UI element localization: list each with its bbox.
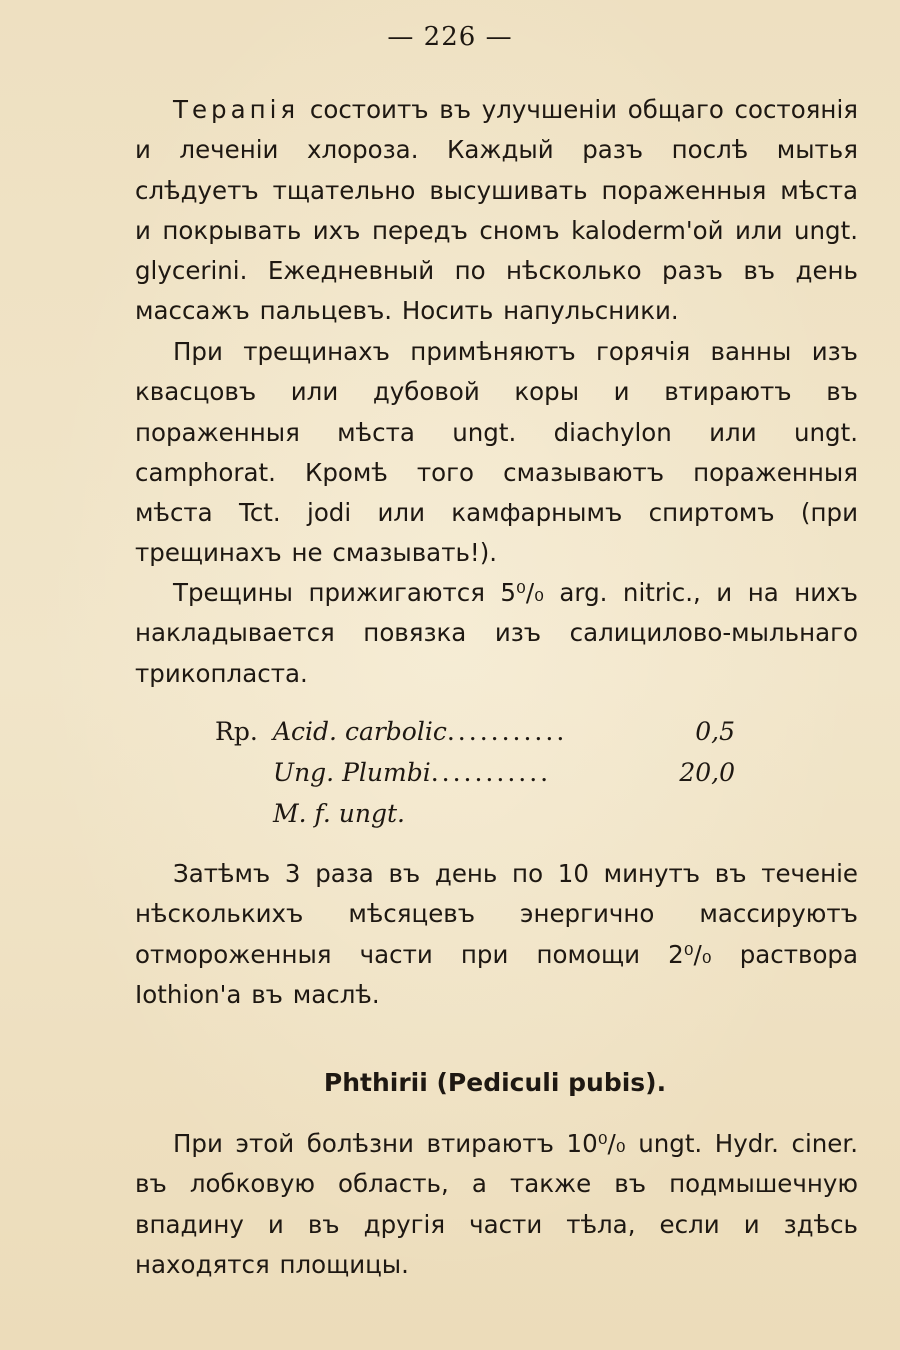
prescription-item-amount: 0,5 (695, 717, 735, 746)
section-heading: Phthirii (Pediculi pubis). (323, 1068, 667, 1097)
therapy-text: состоитъ въ улучшеніи общаго состоянія и леченіи хлороза. Каждый разъ послѣ мытья слѣдуетъ тщательно высушивать пораженныя мѣста и покрывать ихъ передъ сномъ kalоderm'ой или ungt. glycerini. Ежедневный по нѣсколько разъ въ день массажъ пальцевъ. Носить напульсники. (135, 95, 858, 326)
paragraph-cracks: При трещинахъ примѣняютъ горячія ванны изъ квасцовъ или дубовой коры и втираютъ въ пораженныя мѣста ungt. diachylon или ungt. camphorat. Кромѣ того смазываютъ пораженныя мѣста Tct. jodi или камфарнымъ спиртомъ (при трещинахъ не смазывать!). (135, 337, 858, 568)
prescription-item-name: Acid. carbolic (273, 717, 447, 746)
prescription-item-name: M. f. ungt. (273, 799, 405, 828)
paragraph-massage: Затѣмъ 3 раза въ день по 10 минутъ въ теченіе нѣсколькихъ мѣсяцевъ энергично массируютъ отмороженныя части при помощи 2⁰/₀ раствора Iothion'а въ маслѣ. (135, 859, 858, 1009)
prescription-row (215, 752, 735, 793)
paragraph-cauterize: Трещины прижигаются 5⁰/₀ arg. nitric., и на нихъ накладывается повязка изъ салицилово-мыльнаго трикопласта. (135, 578, 858, 688)
prescription-leader-dots: ........... (446, 717, 568, 746)
prescription-item-name: Ung. Plumbi (273, 758, 431, 787)
prescription-row (215, 793, 735, 834)
prescription-block (215, 711, 735, 834)
therapy-lead-word: Терапія (173, 95, 300, 124)
paragraph-therapy (135, 90, 858, 332)
page-number: — 226 — (387, 22, 513, 52)
prescription-item-amount: 20,0 (679, 758, 735, 787)
prescription-row (215, 711, 735, 752)
prescription-prefix: Rp. (215, 717, 258, 746)
prescription-leader-dots: ........... (430, 758, 552, 787)
paragraph-phthirii: При этой болѣзни втираютъ 10⁰/₀ ungt. Hydr. ciner. въ лобковую область, а также въ подмышечную впадину и въ другія части тѣла, если и здѣсь находятся площицы. (135, 1129, 858, 1279)
